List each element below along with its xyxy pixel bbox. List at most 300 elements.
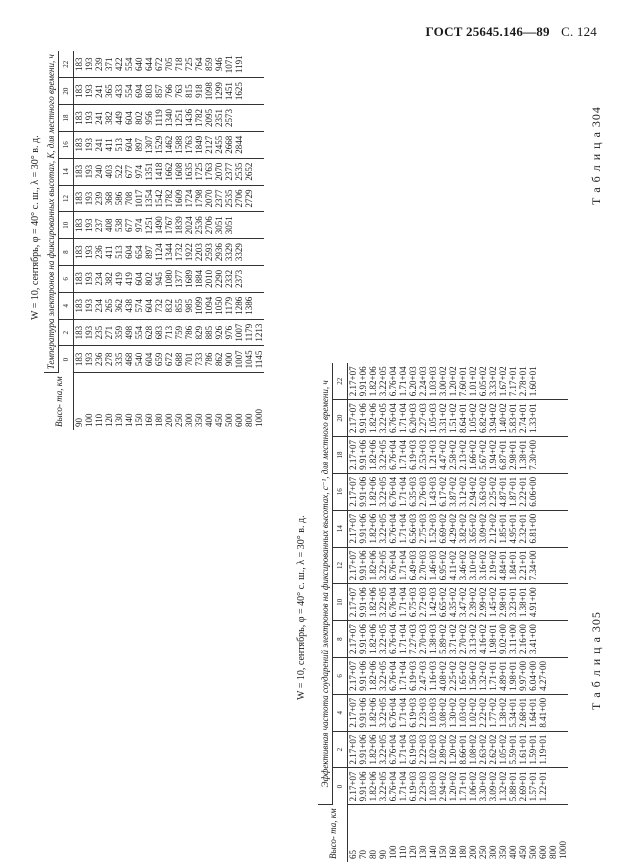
value-cell: 193 <box>84 131 94 158</box>
value-cell <box>548 400 558 437</box>
value-cell: 1.03+03 <box>428 694 438 731</box>
value-cell <box>254 266 264 293</box>
value-cell: 3.11+00 <box>508 621 518 658</box>
value-cell: 1119 <box>154 105 164 132</box>
value-cell: 5.89+02 <box>438 621 448 658</box>
value-cell <box>244 239 254 266</box>
value-cell: 1.84+01 <box>508 547 518 584</box>
value-cell: 411 <box>104 131 114 158</box>
value-cell <box>538 621 548 658</box>
hour-header: 22 <box>59 51 74 77</box>
value-cell: 604 <box>144 346 154 373</box>
value-cell: 1.82+06 <box>368 731 378 768</box>
height-cell: 400 <box>204 413 214 427</box>
value-cell: 237 <box>94 212 104 239</box>
table304 <box>44 51 264 430</box>
value-cell: 1635 <box>184 158 194 185</box>
table304-label: Т а б л и ц а 304 <box>589 106 603 205</box>
height-cell: 140 <box>428 845 438 859</box>
value-cell: 802 <box>134 105 144 132</box>
table305-caption: W = 10, сентябрь, φ = 40° с. ш., λ = 30° в. д. <box>296 515 307 700</box>
hour-header: 16 <box>59 131 74 158</box>
value-cell <box>548 621 558 658</box>
value-cell: 6.87+01 <box>498 437 508 474</box>
table-row <box>174 51 184 430</box>
value-cell: 1299 <box>214 78 224 105</box>
value-cell: 183 <box>74 292 85 319</box>
value-cell: 2351 <box>214 105 224 132</box>
value-cell: 9.91+06 <box>358 621 368 658</box>
table-row <box>518 363 528 862</box>
value-cell: 422 <box>114 51 124 77</box>
value-cell: 1.38+01 <box>518 437 528 474</box>
value-cell: 498 <box>124 319 134 346</box>
value-cell: 4.84+01 <box>498 547 508 584</box>
value-cell: 1.03+03 <box>428 363 438 399</box>
value-cell <box>548 731 558 768</box>
value-cell: 759 <box>174 319 184 346</box>
value-cell: 278 <box>104 346 114 373</box>
value-cell: 1.82+06 <box>368 621 378 658</box>
value-cell: 1.56+02 <box>468 658 478 695</box>
value-cell: 438 <box>124 292 134 319</box>
value-cell: 419 <box>114 266 124 293</box>
value-cell: 1344 <box>164 239 174 266</box>
value-cell: 554 <box>124 78 134 105</box>
value-cell: 408 <box>104 212 114 239</box>
table-row <box>478 363 488 862</box>
value-cell: 449 <box>114 105 124 132</box>
value-cell <box>254 105 264 132</box>
value-cell <box>244 78 254 105</box>
table-row <box>458 363 468 862</box>
value-cell: 2.72+03 <box>418 584 428 621</box>
value-cell: 3.22+05 <box>378 731 388 768</box>
value-cell: 183 <box>74 78 85 105</box>
value-cell: 1732 <box>174 239 184 266</box>
value-cell: 183 <box>74 212 85 239</box>
value-cell: 1071 <box>224 51 234 77</box>
value-cell: 897 <box>134 131 144 158</box>
value-cell: 1.87+01 <box>508 473 518 510</box>
value-cell <box>538 437 548 474</box>
value-cell: 1724 <box>184 185 194 212</box>
value-cell: 241 <box>94 78 104 105</box>
value-cell: 2.17+07 <box>348 510 359 547</box>
value-cell: 234 <box>94 266 104 293</box>
height-cell: 100 <box>84 413 94 427</box>
value-cell: 193 <box>84 239 94 266</box>
value-cell <box>558 731 568 768</box>
height-cell: 1000 <box>558 841 568 859</box>
value-cell: 2.68+01 <box>518 694 528 731</box>
value-cell: 2.47+03 <box>418 658 428 695</box>
value-cell: 2.78+01 <box>518 363 528 399</box>
table-row <box>144 51 154 430</box>
value-cell: 1588 <box>174 131 184 158</box>
height-cell: 90 <box>378 850 388 859</box>
value-cell: 271 <box>104 319 114 346</box>
value-cell: 382 <box>104 105 114 132</box>
table305-label: Т а б л и ц а 305 <box>589 611 603 710</box>
value-cell <box>558 363 568 399</box>
value-cell: 2.17+07 <box>348 400 359 437</box>
value-cell: 6.76+04 <box>388 547 398 584</box>
value-cell: 815 <box>184 78 194 105</box>
value-cell: 2.16+00 <box>518 621 528 658</box>
height-cell: 350 <box>498 845 508 859</box>
value-cell: 1307 <box>144 131 154 158</box>
value-cell: 2070 <box>204 185 214 212</box>
hour-header: 4 <box>333 694 348 731</box>
value-cell: 659 <box>154 346 164 373</box>
value-cell: 1.38+01 <box>518 584 528 621</box>
value-cell: 604 <box>144 292 154 319</box>
value-cell: 3.22+05 <box>378 547 388 584</box>
value-cell: 640 <box>134 51 144 77</box>
height-cell: 180 <box>154 413 164 427</box>
value-cell: 1050 <box>214 292 224 319</box>
value-cell: 3.31+02 <box>438 400 448 437</box>
table-row <box>368 363 378 862</box>
value-cell: 2.69+01 <box>518 768 528 805</box>
value-cell: 3.30+02 <box>478 768 488 805</box>
value-cell: 2290 <box>214 266 224 293</box>
value-cell: 1798 <box>194 185 204 212</box>
table-row <box>254 51 264 430</box>
value-cell: 705 <box>164 51 174 77</box>
value-cell: 1.45+02 <box>488 584 498 621</box>
height-cell: 70 <box>358 850 368 859</box>
value-cell: 1045 <box>244 346 254 373</box>
height-cell: 300 <box>184 413 194 427</box>
table-row <box>84 51 94 430</box>
height-cell: 110 <box>94 413 104 427</box>
value-cell: 6.69+02 <box>438 510 448 547</box>
table-row <box>164 51 174 430</box>
value-cell <box>558 584 568 621</box>
value-cell: 1094 <box>204 292 214 319</box>
hour-header: 18 <box>59 105 74 132</box>
value-cell: 5.59+01 <box>508 731 518 768</box>
value-cell: 1.82+06 <box>368 694 378 731</box>
value-cell: 1.33+01 <box>528 400 538 437</box>
value-cell: 335 <box>114 346 124 373</box>
value-cell: 1.82+06 <box>368 400 378 437</box>
value-cell <box>254 212 264 239</box>
height-cell: 600 <box>234 413 244 427</box>
value-cell <box>548 584 558 621</box>
value-cell: 786 <box>184 319 194 346</box>
hour-header: 14 <box>333 510 348 547</box>
value-cell: 974 <box>134 158 144 185</box>
value-cell: 2.17+07 <box>348 658 359 695</box>
value-cell: 5.34+01 <box>508 694 518 731</box>
value-cell: 6.49+03 <box>408 547 418 584</box>
value-cell: 644 <box>144 51 154 77</box>
value-cell <box>254 239 264 266</box>
value-cell: 193 <box>84 185 94 212</box>
value-cell: 554 <box>124 51 134 77</box>
value-cell: 1.82+06 <box>368 473 378 510</box>
value-cell <box>254 158 264 185</box>
value-cell: 6.05+02 <box>478 363 488 399</box>
value-cell: 829 <box>194 319 204 346</box>
value-cell: 1007 <box>234 319 244 346</box>
value-cell: 1.02+03 <box>428 731 438 768</box>
value-cell: 1689 <box>184 266 194 293</box>
value-cell: 1.05+03 <box>428 400 438 437</box>
value-cell: 2.23+03 <box>418 768 428 805</box>
value-cell: 6.19+03 <box>408 768 418 805</box>
value-cell: 1.71+04 <box>398 621 408 658</box>
value-cell: 764 <box>194 51 204 77</box>
value-cell: 6.20+03 <box>408 400 418 437</box>
value-cell: 2455 <box>214 131 224 158</box>
value-cell: 946 <box>214 51 224 77</box>
table-row <box>124 51 134 430</box>
value-cell: 433 <box>114 78 124 105</box>
table-row <box>468 363 478 862</box>
value-cell: 1.82+06 <box>368 768 378 805</box>
value-cell: 2024 <box>184 212 194 239</box>
value-cell: 1.71+01 <box>488 658 498 695</box>
value-cell: 1.03+02 <box>458 694 468 731</box>
value-cell: 1.85+01 <box>498 510 508 547</box>
value-cell: 1.32+02 <box>478 658 488 695</box>
value-cell <box>548 658 558 695</box>
table-row <box>348 363 359 862</box>
value-cell: 193 <box>84 319 94 346</box>
value-cell: 1017 <box>134 185 144 212</box>
height-cell: 130 <box>114 413 124 427</box>
value-cell: 3.47+02 <box>458 584 468 621</box>
value-cell: 9.97+00 <box>518 658 528 695</box>
height-cell: 65 <box>348 850 358 859</box>
value-cell: 3.94+02 <box>488 400 498 437</box>
value-cell: 6.82+02 <box>478 400 488 437</box>
height-cell: 1000 <box>254 409 264 427</box>
value-cell: 6.76+04 <box>388 694 398 731</box>
value-cell: 7.60+01 <box>458 363 468 399</box>
table-row <box>498 363 508 862</box>
value-cell: 1.20+02 <box>448 768 458 805</box>
height-header: Высо- та, км <box>318 805 348 862</box>
value-cell: 183 <box>74 319 85 346</box>
value-cell: 1608 <box>174 158 184 185</box>
value-cell: 5.67+02 <box>478 437 488 474</box>
value-cell: 419 <box>124 266 134 293</box>
value-cell: 1625 <box>234 78 244 105</box>
value-cell: 604 <box>124 105 134 132</box>
value-cell: 2.17+07 <box>348 363 359 399</box>
value-cell: 2.17+07 <box>348 694 359 731</box>
height-cell: 250 <box>174 413 184 427</box>
value-cell: 2.70+02 <box>458 621 468 658</box>
value-cell: 1884 <box>194 266 204 293</box>
value-cell <box>538 584 548 621</box>
value-cell: 2.17+07 <box>348 731 359 768</box>
value-cell: 718 <box>174 51 184 77</box>
value-cell: 1.82+06 <box>368 363 378 399</box>
value-cell: 2010 <box>204 266 214 293</box>
value-cell: 832 <box>164 292 174 319</box>
value-cell: 6.19+03 <box>408 694 418 731</box>
value-cell: 2095 <box>204 105 214 132</box>
hour-header: 12 <box>59 185 74 212</box>
value-cell: 985 <box>184 292 194 319</box>
value-cell: 554 <box>134 319 144 346</box>
table-row <box>528 363 538 862</box>
value-cell: 3051 <box>214 212 224 239</box>
hour-header: 16 <box>333 473 348 510</box>
value-cell: 265 <box>104 292 114 319</box>
height-cell: 120 <box>104 413 114 427</box>
value-cell: 2.94+02 <box>468 473 478 510</box>
value-cell: 9.91+06 <box>358 547 368 584</box>
value-cell: 2.98+01 <box>508 437 518 474</box>
height-cell: 130 <box>418 845 428 859</box>
value-cell: 2.63+02 <box>478 731 488 768</box>
value-cell: 1725 <box>194 158 204 185</box>
value-cell: 4.91+00 <box>528 584 538 621</box>
value-cell: 6.76+04 <box>388 731 398 768</box>
value-cell: 6.19+03 <box>408 437 418 474</box>
value-cell: 3.23+01 <box>508 584 518 621</box>
value-cell: 6.76+04 <box>388 437 398 474</box>
value-cell: 6.76+04 <box>388 510 398 547</box>
value-cell: 2652 <box>244 158 254 185</box>
value-cell <box>558 768 568 805</box>
value-cell: 857 <box>154 78 164 105</box>
value-cell: 403 <box>104 158 114 185</box>
value-cell: 694 <box>134 78 144 105</box>
value-cell: 1340 <box>164 105 174 132</box>
value-cell: 1922 <box>184 239 194 266</box>
table-row <box>418 363 428 862</box>
value-cell: 2.17+07 <box>348 547 359 584</box>
value-cell: 7.30+00 <box>528 437 538 474</box>
height-cell: 150 <box>438 845 448 859</box>
height-cell: 160 <box>144 413 154 427</box>
value-cell: 2.22+01 <box>518 473 528 510</box>
value-cell: 1.01+02 <box>468 363 478 399</box>
value-cell: 3.12+02 <box>458 473 468 510</box>
value-cell: 2.62+02 <box>488 731 498 768</box>
value-cell: 1542 <box>154 185 164 212</box>
value-cell <box>538 547 548 584</box>
value-cell: 193 <box>84 51 94 77</box>
value-cell: 1.20+02 <box>448 731 458 768</box>
height-cell: 500 <box>224 413 234 427</box>
value-cell: 1.71+04 <box>398 473 408 510</box>
hour-header: 2 <box>59 319 74 346</box>
value-cell: 368 <box>104 185 114 212</box>
value-cell: 9.91+06 <box>358 658 368 695</box>
value-cell: 1.82+06 <box>368 510 378 547</box>
value-cell: 2.17+07 <box>348 473 359 510</box>
value-cell: 8.64+01 <box>458 400 468 437</box>
value-cell: 1.82+06 <box>368 437 378 474</box>
value-cell: 183 <box>74 239 85 266</box>
value-cell <box>254 185 264 212</box>
value-cell: 3.08+02 <box>438 694 448 731</box>
height-cell: 110 <box>398 845 408 859</box>
table-row <box>508 363 518 862</box>
value-cell: 1.20+02 <box>448 363 458 399</box>
height-cell: 140 <box>124 413 134 427</box>
value-cell: 235 <box>94 319 104 346</box>
value-cell: 3.09+02 <box>488 768 498 805</box>
value-cell: 3.22+05 <box>378 584 388 621</box>
value-cell <box>548 363 558 399</box>
value-cell: 763 <box>174 78 184 105</box>
value-cell: 885 <box>204 319 214 346</box>
value-cell: 604 <box>124 131 134 158</box>
value-cell: 3.22+05 <box>378 437 388 474</box>
value-cell: 1529 <box>154 131 164 158</box>
value-cell: 2.75+03 <box>418 510 428 547</box>
value-cell <box>558 694 568 731</box>
value-cell: 513 <box>114 131 124 158</box>
table-row <box>184 51 194 430</box>
value-cell: 1.82+06 <box>368 584 378 621</box>
value-cell: 8.66+01 <box>458 731 468 768</box>
value-cell: 2377 <box>224 158 234 185</box>
value-cell <box>254 131 264 158</box>
value-cell: 2573 <box>224 105 234 132</box>
value-cell: 2.12+02 <box>488 510 498 547</box>
value-cell: 365 <box>104 78 114 105</box>
value-cell: 1.46+03 <box>428 547 438 584</box>
table305 <box>318 363 568 862</box>
value-cell: 9.91+06 <box>358 437 368 474</box>
table-row <box>378 363 388 862</box>
value-cell: 2.17+07 <box>348 621 359 658</box>
value-cell: 3.41+00 <box>528 621 538 658</box>
value-cell: 9.91+06 <box>358 510 368 547</box>
height-cell: 800 <box>244 413 254 427</box>
value-cell: 7.27+03 <box>408 621 418 658</box>
value-cell: 2.13+02 <box>458 437 468 474</box>
value-cell: 688 <box>174 346 184 373</box>
value-cell: 193 <box>84 158 94 185</box>
height-cell: 250 <box>478 845 488 859</box>
value-cell: 1.94+02 <box>488 437 498 474</box>
value-cell: 1763 <box>184 131 194 158</box>
value-cell: 6.76+04 <box>388 768 398 805</box>
value-cell: 4.16+02 <box>478 621 488 658</box>
value-cell: 1.66+02 <box>468 437 478 474</box>
value-cell: 2536 <box>194 212 204 239</box>
height-cell: 100 <box>388 845 398 859</box>
value-cell: 574 <box>134 292 144 319</box>
value-cell: 5.88+01 <box>508 768 518 805</box>
height-cell: 300 <box>488 845 498 859</box>
value-cell: 1.05+02 <box>498 731 508 768</box>
value-cell: 2535 <box>234 158 244 185</box>
value-cell: 1.71+04 <box>398 510 408 547</box>
value-cell: 3.22+05 <box>378 768 388 805</box>
value-cell: 1.02+02 <box>468 694 478 731</box>
value-cell: 6.19+03 <box>408 658 418 695</box>
value-cell: 2706 <box>204 212 214 239</box>
value-cell: 3.63+02 <box>478 473 488 510</box>
value-cell: 3.09+02 <box>478 510 488 547</box>
height-cell: 500 <box>528 845 538 859</box>
value-cell: 2.17+07 <box>348 584 359 621</box>
height-cell: 350 <box>194 413 204 427</box>
